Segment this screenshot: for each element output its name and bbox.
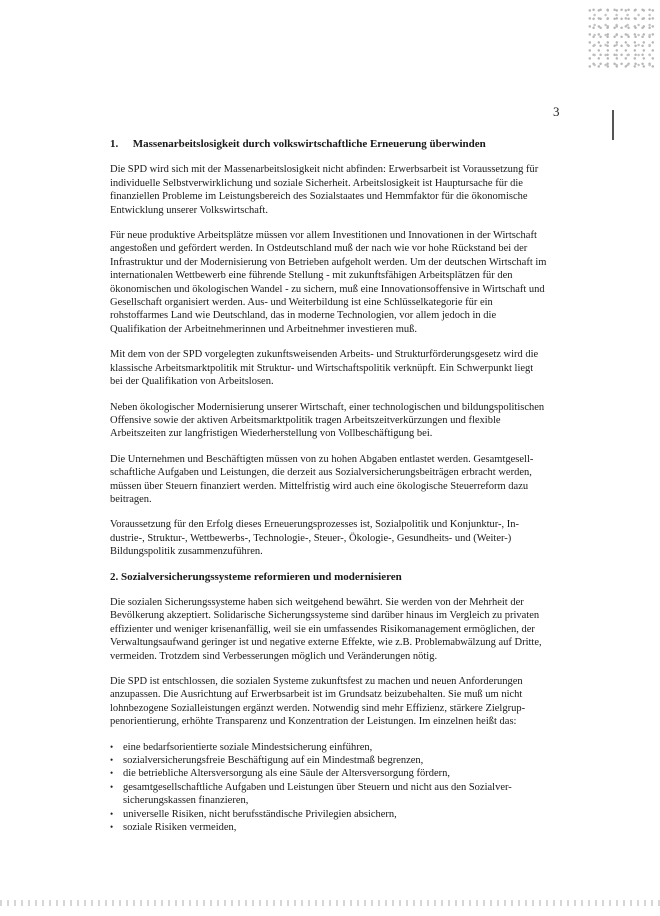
text-line: Infrastruktur und der Modernisierung von Betrieben aufgeholt werden. Um der deutschen Wirtschaft im bbox=[110, 256, 547, 268]
page-number: 3 bbox=[553, 104, 560, 119]
section-1-paragraphs bbox=[110, 163, 588, 558]
bullet-icon: • bbox=[110, 822, 114, 833]
bullet-icon: • bbox=[110, 768, 114, 779]
paragraph bbox=[110, 675, 588, 729]
text-line: Die SPD ist entschlossen, die sozialen Systeme zukunftsfest zu machen und neuen Anforderungen bbox=[110, 676, 523, 687]
text-line: penorientierung, erhöhte Transparenz und Konzentration der Leistungen. Im einzelnen heißt das: bbox=[110, 716, 517, 728]
section-1-number: 1. bbox=[110, 138, 119, 150]
list-item bbox=[110, 767, 588, 780]
list-item-text: die betriebliche Altersversorgung als eine Säule der Altersversorgung fördern, bbox=[123, 768, 451, 780]
paragraph bbox=[110, 401, 588, 441]
text-line: finanziellen Probleme im Leistungsbereich des Sozialstaates und Hemmfaktor für die ökonomische bbox=[110, 191, 528, 203]
text-line: Arbeitszeiten zur langfristigen Wiederherstellung von Vollbeschäftigung bei. bbox=[110, 428, 433, 440]
list-item-text: soziale Risiken vermeiden, bbox=[123, 822, 237, 834]
section-2-heading: 2. Sozialversicherungssysteme reformieren und modernisieren bbox=[110, 570, 402, 583]
document-body bbox=[110, 138, 588, 834]
text-line: Gesellschaft organisiert werden. Aus- und Weiterbildung ist eine Schlüsselkategorie für ein bbox=[110, 297, 493, 309]
text-line: anzupassen. Die Ausrichtung auf Erwerbsarbeit ist im Grundsatz beizubehalten. Sie muß um nicht bbox=[110, 689, 523, 701]
paragraph bbox=[110, 163, 588, 217]
list-item-text: universelle Risiken, nicht berufsständische Privilegien absichern, bbox=[123, 808, 397, 820]
text-line: beitragen. bbox=[110, 493, 152, 505]
list-item-text: sozialversicherungsfreie Beschäftigung auf ein Mindestmaß begrenzen, bbox=[123, 755, 424, 767]
text-line: klassische Arbeitsmarktpolitik mit Struktur- und Wirtschaftspolitik verknüpft. Ein Schwerpunkt liegt bbox=[110, 362, 534, 374]
text-line: Verwaltungsaufwand geringer ist und negative externe Effekte, wie z.B. Problemabwälzung auf Dritte, bbox=[110, 637, 542, 649]
text-line: müssen über Steuern finanziert werden. Mittelfristig wird auch eine ökologische Steuerreform dazu bbox=[110, 480, 529, 492]
text-line: lohnbezogene Sozialleistungen ergänzt werden. Notwendig sind mehr Effizienz, stärkere Zielgrup- bbox=[110, 702, 526, 714]
list-item bbox=[110, 754, 588, 767]
text-line: angestoßen und gefördert werden. In Ostdeutschland muß der nach wie vor hohe Rückstand bei der bbox=[110, 243, 528, 255]
text-line: Neben ökologischer Modernisierung unserer Wirtschaft, einer technologischen und bildungspolitischen bbox=[110, 401, 545, 413]
scan-noise-bottom bbox=[0, 900, 660, 906]
list-item-text: gesamtgesellschaftliche Aufgaben und Leistungen über Steuern und nicht aus den Sozialver- bbox=[123, 781, 512, 793]
text-line: Entwicklung unserer Volkswirtschaft. bbox=[110, 204, 268, 216]
text-line: effizienter und weniger krisenanfällig, weil sie ein umfassendes Risikomanagement ermöglichen, der bbox=[110, 623, 535, 635]
list-item bbox=[110, 808, 588, 821]
section-1-heading bbox=[110, 138, 588, 151]
scan-edge-mark bbox=[612, 110, 614, 140]
section-2-paragraphs bbox=[110, 596, 588, 729]
paragraph bbox=[110, 348, 588, 388]
text-line: schaftliche Aufgaben und Leistungen, die derzeit aus Sozialversicherungsbeiträgen erbracht werden, bbox=[110, 467, 532, 479]
list-item bbox=[110, 821, 588, 834]
section-2-bullet-list bbox=[110, 741, 588, 835]
paragraph bbox=[110, 229, 588, 336]
text-line: individuelle Selbstverwirklichung und soziale Sicherheit. Arbeitslosigkeit ist Hauptursache für die bbox=[110, 177, 523, 189]
text-line: Offensive sowie der aktiven Arbeitsmarktpolitik tragen Arbeitszeitverkürzungen und flexible bbox=[110, 414, 501, 426]
paragraph bbox=[110, 596, 588, 663]
list-item bbox=[110, 781, 588, 808]
text-line: rohstoffarmes Land wie Deutschland, das in moderne Technologien, vor allem jedoch in die bbox=[110, 310, 497, 322]
text-line: Bevölkerung akzeptiert. Solidarische Sicherungssysteme sind darüber hinaus im Vergleich zu privaten bbox=[110, 610, 540, 622]
text-line: Bildungspolitik zusammenzuführen. bbox=[110, 546, 263, 558]
list-item bbox=[110, 741, 588, 754]
list-item-text: sicherungskassen finanzieren, bbox=[123, 795, 249, 807]
text-line: Die SPD wird sich mit der Massenarbeitslosigkeit nicht abfinden: Erwerbsarbeit ist Voraussetzung für bbox=[110, 164, 539, 176]
scan-noise bbox=[588, 8, 654, 68]
text-line: vermeiden. Trotzdem sind Verbesserungen möglich und Veränderungen nötig. bbox=[110, 650, 438, 662]
section-1-title: Massenarbeitslosigkeit durch volkswirtschaftliche Erneuerung überwinden bbox=[132, 138, 486, 150]
bullet-icon: • bbox=[110, 755, 114, 766]
bullet-icon: • bbox=[110, 741, 114, 752]
text-line: Für neue produktive Arbeitsplätze müssen vor allem Investitionen und Innovationen in der Wirtschaft bbox=[110, 230, 537, 242]
list-item-text: eine bedarfsorientierte soziale Mindestsicherung einführen, bbox=[123, 741, 373, 753]
bullet-icon: • bbox=[110, 808, 114, 819]
paragraph bbox=[110, 453, 588, 507]
text-line: Die sozialen Sicherungssysteme haben sich weitgehend bewährt. Sie werden von der Mehrheit der bbox=[110, 596, 524, 608]
text-line: Mit dem von der SPD vorgelegten zukunftsweisenden Arbeits- und Strukturförderungsgesetz wird die bbox=[110, 349, 539, 361]
text-line: Voraussetzung für den Erfolg dieses Erneuerungsprozesses ist, Sozialpolitik und Konjunktur-, In- bbox=[110, 519, 520, 531]
bullet-icon: • bbox=[110, 781, 114, 792]
text-line: bei der Qualifikation von Arbeitslosen. bbox=[110, 376, 274, 388]
text-line: Die Unternehmen und Beschäftigten müssen von zu hohen Abgaben entlastet werden. Gesamtgesell- bbox=[110, 453, 534, 465]
text-line: dustrie-, Struktur-, Wettbewerbs-, Technologie-, Steuer-, Ökologie-, Gesundheits- und (Weiter-) bbox=[110, 532, 512, 544]
text-line: Qualifikation der Arbeitnehmerinnen und Arbeitnehmer investieren muß. bbox=[110, 323, 418, 335]
text-line: internationalen Wettbewerb eine führende Stellung - mit zukunftsfähigen Arbeitsplätzen für den bbox=[110, 270, 513, 282]
text-line: ökonomischen und ökologischen Wandel - zu sichern, muß eine Innovationsoffensive in Wirtschaft und bbox=[110, 283, 545, 295]
paragraph bbox=[110, 518, 588, 558]
